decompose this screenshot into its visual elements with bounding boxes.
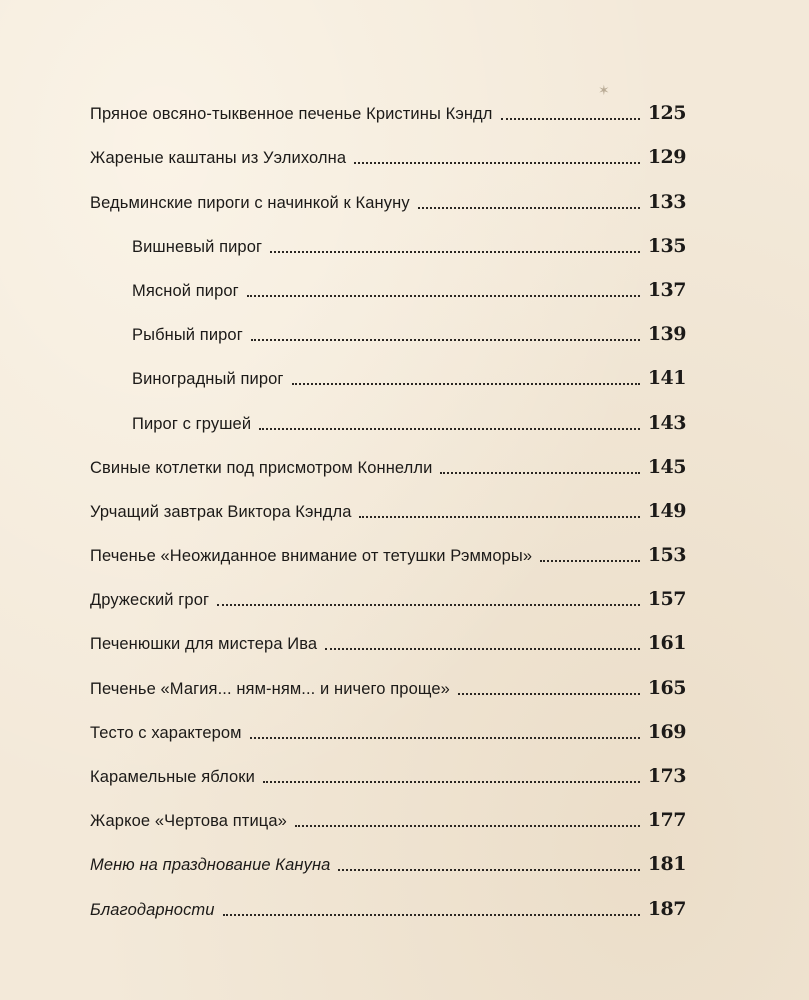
toc-page-number: 133 [647,190,686,213]
toc-page-number: 177 [647,809,686,832]
dot-leader [354,162,640,164]
toc-entry[interactable] [90,574,686,618]
dot-leader [325,648,640,650]
toc-entry[interactable] [90,88,686,132]
toc-entry-title: Печенюшки для мистера Ива [90,635,318,654]
toc-entry[interactable] [90,486,686,530]
toc-entry-title: Тесто с характером [90,723,242,742]
toc-entry[interactable] [90,618,686,662]
toc-page-number: 149 [647,499,686,522]
toc-page-number: 165 [647,676,686,699]
dot-leader [270,251,640,253]
dot-leader [223,914,640,916]
toc-entry-title: Рыбный пирог [132,326,243,345]
toc-entry-title: Пряное овсяно-тыквенное печенье Кристины Кэндл [90,105,493,124]
toc-page-number: 187 [647,897,686,920]
star-ornament-icon: ✶ [598,82,610,98]
toc-entry-title: Дружеский грог [90,591,210,610]
toc-subentry[interactable] [90,221,686,265]
toc-page-number: 161 [647,632,686,655]
toc-page-number: 139 [647,323,686,346]
toc-page-number: 129 [647,146,686,169]
toc-entry[interactable] [90,442,686,486]
dot-leader [359,516,639,518]
toc-entry-title: Свиные котлетки под присмотром Коннелли [90,458,433,477]
dot-leader [458,693,640,695]
toc-page-number: 145 [647,455,686,478]
toc-entry-title: Жаркое «Чертова птица» [90,812,287,831]
toc-page-number: 173 [647,765,686,787]
dot-leader [338,869,639,871]
toc-entry-title: Жареные каштаны из Уэлихолна [90,149,347,168]
toc-entry-title: Меню на празднование Кануна [90,856,331,875]
toc-page-number: 169 [647,720,686,743]
toc-entry[interactable] [90,662,686,706]
toc-entry[interactable] [90,176,686,220]
dot-leader [295,825,640,827]
toc-entry[interactable] [90,883,686,927]
dot-leader [418,207,640,209]
toc-entry-title: Виноградный пирог [132,370,284,389]
toc-page-number: 181 [647,853,686,876]
dot-leader [217,604,640,606]
dot-leader [440,472,639,474]
toc-subentry[interactable] [90,397,686,441]
toc-page-number: 141 [647,367,686,390]
toc-entry[interactable] [90,839,686,883]
toc-entry[interactable] [90,795,686,839]
toc-page-number: 143 [647,411,686,434]
toc-entry-title: Печенье «Магия... ням-ням... и ничего проще» [90,679,450,698]
dot-leader [259,428,640,430]
toc-entry[interactable] [90,530,686,574]
toc-entry-title: Карамельные яблоки [90,768,255,786]
dot-leader [251,339,640,341]
dot-leader [540,560,640,562]
toc-entry[interactable] [90,707,686,751]
toc-subentry[interactable] [90,309,686,353]
dot-leader [263,781,640,783]
toc-entry-title: Пирог с грушей [132,414,252,433]
dot-leader [247,295,640,297]
toc-page-number: 137 [647,278,686,301]
toc-entry-title: Печенье «Неожиданное внимание от тетушки Рэмморы» [90,547,533,566]
toc-page-number: 135 [647,234,686,257]
toc-subentry[interactable] [90,265,686,309]
toc-entry-title: Мясной пирог [132,281,239,300]
table-of-contents [90,88,686,928]
toc-page-number: 157 [647,588,686,611]
dot-leader [501,118,640,120]
toc-entry-title: Ведьминские пироги с начинкой к Кануну [90,193,410,212]
toc-entry[interactable] [90,132,686,176]
toc-entry-title: Благодарности [90,900,215,919]
toc-page-number: 125 [647,102,686,125]
toc-entry-title: Урчащий завтрак Виктора Кэндла [90,502,352,521]
toc-entry[interactable] [90,751,686,795]
dot-leader [250,737,640,739]
toc-entry-title: Вишневый пирог [132,237,263,256]
dot-leader [292,383,640,385]
toc-page-number: 153 [647,544,686,567]
toc-subentry[interactable] [90,353,686,397]
